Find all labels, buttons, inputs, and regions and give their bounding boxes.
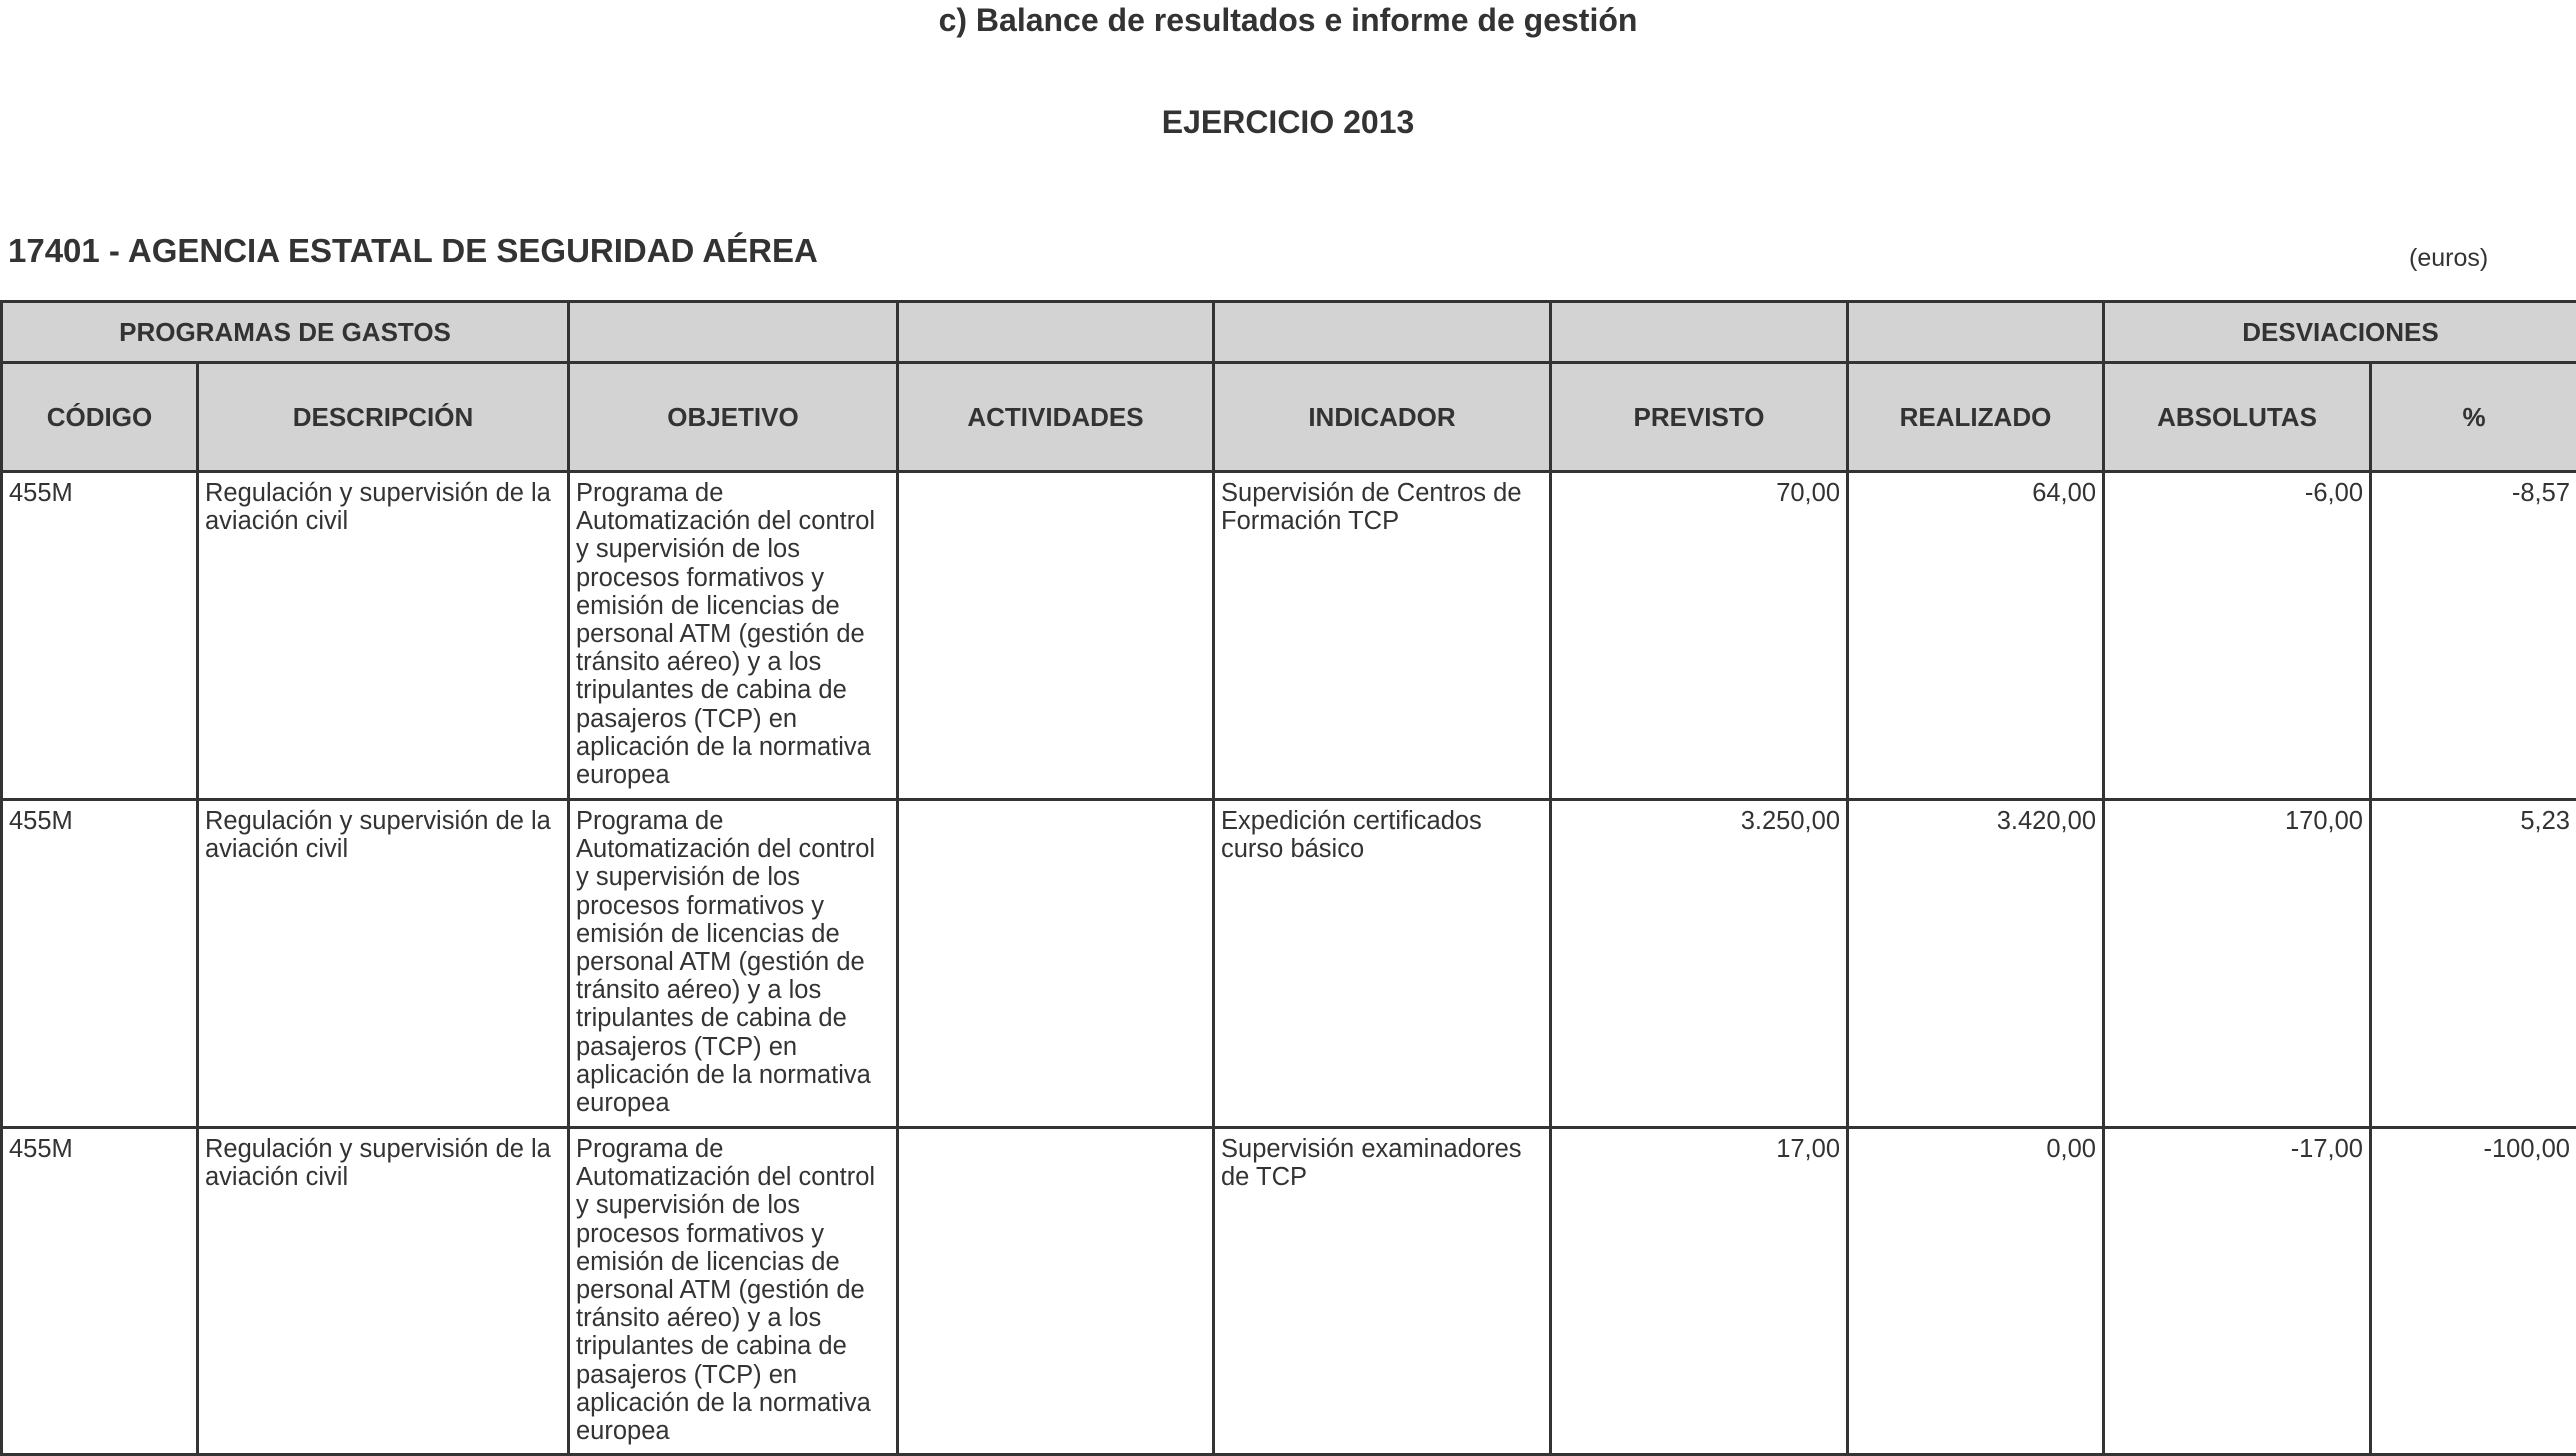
cell-realizado: 0,00: [1848, 1128, 2104, 1455]
table-row: [2, 472, 2576, 800]
cell-actividades: [898, 800, 1214, 1128]
cell-porcentaje: -8,57: [2371, 472, 2576, 800]
group-header-row: [2, 302, 2576, 363]
document-title: c) Balance de resultados e informe de gestión: [0, 2, 2576, 39]
cell-porcentaje: 5,23: [2371, 800, 2576, 1128]
table-row: [2, 1128, 2576, 1455]
cell-previsto: 17,00: [1551, 1128, 1848, 1455]
cell-descripcion: Regulación y supervisión de la aviación civil: [198, 1128, 569, 1455]
col-header-objetivo: OBJETIVO: [569, 363, 898, 472]
group-header-empty: [898, 302, 1214, 363]
group-header-programas: PROGRAMAS DE GASTOS: [2, 302, 569, 363]
cell-descripcion: Regulación y supervisión de la aviación civil: [198, 472, 569, 800]
cell-porcentaje: -100,00: [2371, 1128, 2576, 1455]
cell-codigo: 455M: [2, 472, 198, 800]
cell-indicador: Supervisión examinadores de TCP: [1214, 1128, 1551, 1455]
col-header-actividades: ACTIVIDADES: [898, 363, 1214, 472]
cell-realizado: 3.420,00: [1848, 800, 2104, 1128]
table-row: [2, 800, 2576, 1128]
fiscal-year-heading: EJERCICIO 2013: [0, 104, 2576, 141]
cell-objetivo: Programa de Automatización del control y supervisión de los procesos formativos y emisión de licencias de personal ATM (gestión de tránsito aéreo) y a los tripulantes de cabina de pasajeros (TCP) en aplicación de la normativa europea: [569, 472, 898, 800]
col-header-indicador: INDICADOR: [1214, 363, 1551, 472]
cell-descripcion: Regulación y supervisión de la aviación civil: [198, 800, 569, 1128]
col-header-porcentaje: %: [2371, 363, 2576, 472]
cell-indicador: Supervisión de Centros de Formación TCP: [1214, 472, 1551, 800]
cell-actividades: [898, 472, 1214, 800]
cell-absolutas: 170,00: [2104, 800, 2371, 1128]
cell-realizado: 64,00: [1848, 472, 2104, 800]
group-header-desviaciones: DESVIACIONES: [2104, 302, 2576, 363]
group-header-empty: [1551, 302, 1848, 363]
group-header-empty: [569, 302, 898, 363]
entity-heading: 17401 - AGENCIA ESTATAL DE SEGURIDAD AÉREA: [8, 232, 818, 270]
group-header-empty: [1214, 302, 1551, 363]
col-header-realizado: REALIZADO: [1848, 363, 2104, 472]
cell-objetivo: Programa de Automatización del control y supervisión de los procesos formativos y emisión de licencias de personal ATM (gestión de tránsito aéreo) y a los tripulantes de cabina de pasajeros (TCP) en aplicación de la normativa europea: [569, 1128, 898, 1455]
cell-previsto: 3.250,00: [1551, 800, 1848, 1128]
col-header-descripcion: DESCRIPCIÓN: [198, 363, 569, 472]
cell-objetivo: Programa de Automatización del control y supervisión de los procesos formativos y emisión de licencias de personal ATM (gestión de tránsito aéreo) y a los tripulantes de cabina de pasajeros (TCP) en aplicación de la normativa europea: [569, 800, 898, 1128]
col-header-absolutas: ABSOLUTAS: [2104, 363, 2371, 472]
cell-codigo: 455M: [2, 800, 198, 1128]
column-header-row: [2, 363, 2576, 472]
col-header-previsto: PREVISTO: [1551, 363, 1848, 472]
group-header-empty: [1848, 302, 2104, 363]
col-header-codigo: CÓDIGO: [2, 363, 198, 472]
currency-unit-label: (euros): [2409, 244, 2488, 273]
cell-previsto: 70,00: [1551, 472, 1848, 800]
cell-actividades: [898, 1128, 1214, 1455]
results-table: [0, 300, 2576, 1456]
cell-absolutas: -17,00: [2104, 1128, 2371, 1455]
cell-absolutas: -6,00: [2104, 472, 2371, 800]
cell-indicador: Expedición certificados curso básico: [1214, 800, 1551, 1128]
cell-codigo: 455M: [2, 1128, 198, 1455]
